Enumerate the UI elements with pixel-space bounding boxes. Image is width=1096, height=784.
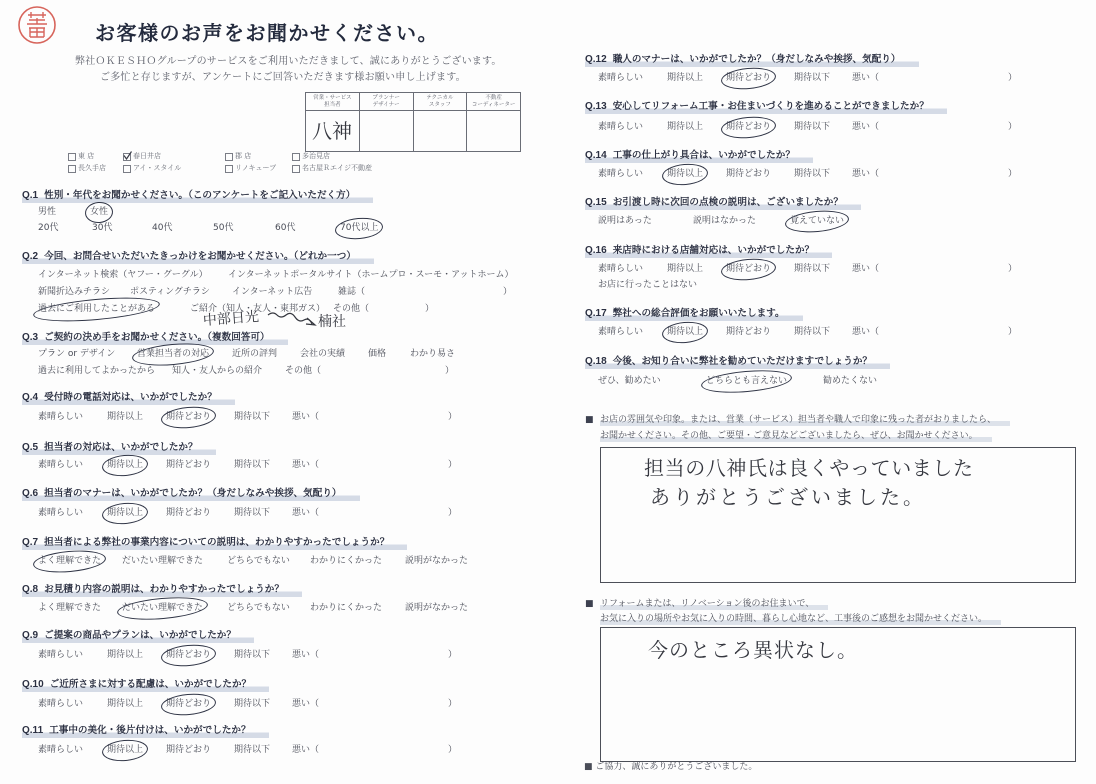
- answer-option[interactable]: 期待どおり: [166, 460, 212, 470]
- question-header: [585, 54, 919, 67]
- answer-option[interactable]: 素晴らしい: [598, 327, 644, 337]
- answer-option[interactable]: 男性: [38, 207, 57, 217]
- staff-table-header: [306, 93, 521, 111]
- answer-option[interactable]: 期待どおり: [726, 327, 772, 337]
- question-header: [22, 488, 360, 501]
- answer-option[interactable]: 女性: [90, 207, 109, 217]
- handwritten-note: 中部日光: [202, 309, 260, 329]
- question-text: 安心してリフォーム工事・お住まいづくりを進めることができましたか？: [612, 101, 929, 112]
- question-number: Q.4: [22, 392, 39, 403]
- question-number: Q.2: [22, 251, 39, 262]
- question-text: 来店時における店舗対応は、いかがでしたか？: [612, 245, 815, 256]
- answer-option[interactable]: 期待以上: [667, 264, 704, 274]
- answer-option[interactable]: わかりにくかった: [310, 603, 383, 613]
- answer-option[interactable]: 期待以下: [234, 460, 271, 470]
- store-option[interactable]: [123, 164, 181, 173]
- question-text: お見積り内容の説明は、わかりやすかったでしょうか？: [44, 584, 284, 595]
- question-header: [585, 245, 832, 258]
- staff-header-line: プランナー: [372, 95, 400, 101]
- answer-option[interactable]: その他（: [333, 304, 370, 314]
- answer-option[interactable]: よく理解できた: [38, 556, 102, 566]
- blank-close-paren: ）: [448, 650, 458, 660]
- answer-option[interactable]: 会社の実績: [300, 349, 346, 359]
- question-header: [22, 584, 302, 597]
- question-number: Q.1: [22, 190, 39, 201]
- question-header: [22, 630, 254, 643]
- staff-field-realestate[interactable]: [467, 111, 521, 152]
- answer-option[interactable]: どちらでもない: [227, 556, 290, 566]
- blank-close-paren: ）: [448, 460, 458, 470]
- question-number: Q.3: [22, 332, 39, 343]
- answer-option[interactable]: 素晴らしい: [598, 264, 644, 274]
- question-number: Q.17: [585, 308, 607, 319]
- answer-option[interactable]: 20代: [38, 223, 59, 233]
- answer-option[interactable]: 期待以下: [794, 169, 831, 179]
- handwritten-note: 楠社: [318, 314, 346, 330]
- section-marker: ■: [584, 762, 593, 772]
- answer-option[interactable]: お店に行ったことはない: [598, 280, 698, 290]
- comment-prompt: お気に入りの場所やお気に入りの時間、暮らし心地など、工事後のご感想をお聞かせください。: [600, 613, 1001, 625]
- section-marker: ■: [585, 415, 594, 425]
- store-label: 郡 店: [235, 152, 252, 160]
- question-number: Q.9: [22, 630, 39, 641]
- question-number: Q.14: [585, 150, 607, 161]
- question-number: Q.6: [22, 488, 39, 499]
- question-number: Q.16: [585, 245, 607, 256]
- store-option[interactable]: [292, 152, 330, 161]
- staff-table-values: [306, 111, 521, 152]
- answer-option[interactable]: 雑誌（: [338, 287, 366, 297]
- question-header: [585, 150, 813, 163]
- answer-option[interactable]: 期待どおり: [166, 412, 212, 422]
- answer-option[interactable]: 素晴らしい: [38, 412, 84, 422]
- question-number: Q.5: [22, 442, 39, 453]
- staff-header-line: スタッフ: [428, 101, 451, 108]
- answer-option[interactable]: 期待どおり: [726, 169, 772, 179]
- answer-option[interactable]: どちらでもない: [227, 603, 290, 613]
- answer-option[interactable]: 近所の評判: [232, 349, 278, 359]
- intro-line: ご多忙と存じますが、アンケートにご回答いただきます様お願い申し上げます。: [100, 72, 466, 83]
- question-header: [585, 101, 947, 114]
- answer-option[interactable]: 期待以下: [234, 412, 271, 422]
- answer-option[interactable]: 価格: [368, 349, 387, 359]
- answer-option[interactable]: 素晴らしい: [38, 460, 84, 470]
- question-text: ご契約の決め手をお聞かせください。（複数回答可）: [44, 332, 270, 343]
- comment-prompt: リフォームまたは、リノベーション後のお住まいで、: [600, 598, 828, 610]
- answer-option[interactable]: 期待どおり: [166, 650, 212, 660]
- question-header: [22, 251, 374, 264]
- question-header: [22, 442, 216, 455]
- answer-option[interactable]: よく理解できた: [38, 603, 102, 613]
- answer-option[interactable]: 悪い（: [852, 122, 880, 132]
- answer-option[interactable]: 素晴らしい: [598, 122, 644, 132]
- question-text: 担当者のマナーは、いかがでしたか？（身だしなみや挨拶、気配り）: [44, 488, 342, 499]
- store-option[interactable]: [225, 164, 276, 173]
- checkbox[interactable]: [292, 153, 300, 161]
- answer-option[interactable]: 悪い（: [292, 508, 320, 518]
- question-text: ご提案の商品やプランは、いかがでしたか？: [44, 630, 236, 641]
- handwritten-answer: 担当の八神氏は良くやっていました: [644, 456, 974, 480]
- staff-header-technical: [413, 93, 467, 111]
- answer-option[interactable]: 期待以下: [794, 264, 831, 274]
- blank-close-paren: ）: [1008, 122, 1018, 132]
- question-header: [22, 392, 235, 405]
- blank-close-paren: ）: [448, 699, 458, 709]
- answer-option[interactable]: インターネット広告: [232, 287, 313, 297]
- answer-option[interactable]: インターネットポータルサイト（ホームプロ・スーモ・アットホーム）: [228, 270, 514, 280]
- answer-option[interactable]: 過去に利用してよかったから: [38, 366, 156, 376]
- blank-close-paren: ）: [1008, 264, 1018, 274]
- question-header: [22, 725, 269, 738]
- answer-option[interactable]: 期待以下: [794, 327, 831, 337]
- answer-option[interactable]: インターネット検索（ヤフー・グーグル）: [38, 270, 208, 280]
- answer-option[interactable]: 期待以下: [794, 122, 831, 132]
- answer-option[interactable]: 悪い（: [852, 327, 880, 337]
- handwritten-arrow-icon: [266, 309, 318, 327]
- answer-option[interactable]: 50代: [213, 223, 234, 233]
- answer-option[interactable]: 勧めたくない: [823, 376, 878, 386]
- question-header: [22, 332, 288, 345]
- answer-option[interactable]: 期待どおり: [726, 73, 772, 83]
- answer-option[interactable]: 期待どおり: [166, 699, 212, 709]
- question-text: ご近所さまに対する配慮は、いかがでしたか？: [49, 679, 252, 690]
- staff-field-planner[interactable]: [359, 111, 413, 152]
- comment-prompt: お聞かせください。その他、ご要望・ご意見などございましたら、ぜひ、お聞かせください。: [600, 430, 992, 442]
- answer-option[interactable]: 期待以下: [234, 699, 271, 709]
- answer-option[interactable]: 60代: [275, 223, 296, 233]
- answer-option[interactable]: 説明はなかった: [693, 216, 757, 226]
- question-number: Q.12: [585, 54, 607, 65]
- answer-option[interactable]: 悪い（: [292, 699, 320, 709]
- answer-option[interactable]: どちらとも言えない: [706, 376, 788, 386]
- checkbox-checked[interactable]: [123, 153, 131, 161]
- answer-option[interactable]: 悪い（: [852, 264, 880, 274]
- question-number: Q.7: [22, 537, 39, 548]
- store-label: 東 店: [78, 152, 95, 160]
- answer-option[interactable]: ご紹介（知人・友人・東邦ガス）: [190, 304, 326, 314]
- staff-header-line: 不動産: [485, 95, 502, 101]
- footer-text: ご協力、誠にありがとうございました。: [595, 762, 758, 772]
- store-label: 多治見店: [302, 152, 330, 160]
- question-text: 担当者による弊社の事業内容についての説明は、わかりやすかったでしょうか？: [44, 537, 390, 548]
- answer-option[interactable]: 説明はあった: [598, 216, 652, 226]
- store-label: 春日井店: [133, 152, 161, 160]
- staff-header-realestate: [467, 93, 521, 111]
- answer-option[interactable]: 知人・友人からの紹介: [172, 366, 263, 376]
- answer-option[interactable]: 素晴らしい: [598, 73, 644, 83]
- question-text: 工事中の美化・後片付けは、いかがでしたか？: [49, 725, 251, 736]
- question-text: 今回、お問合せいただいたきっかけをお聞かせください。（どれか一つ）: [44, 251, 356, 262]
- question-text: 工事の仕上がり具合は、いかがでしたか？: [612, 150, 795, 161]
- seal-stamp-icon: [17, 5, 57, 45]
- question-header: [585, 197, 861, 210]
- store-option[interactable]: [68, 164, 106, 173]
- answer-option[interactable]: プラン or デザイン: [38, 349, 116, 359]
- question-header: [585, 308, 803, 321]
- answer-option[interactable]: 素晴らしい: [38, 650, 84, 660]
- store-label: リノキューブ: [235, 164, 277, 172]
- answer-option[interactable]: 説明がなかった: [405, 556, 469, 566]
- question-number: Q.8: [22, 584, 39, 595]
- answer-option[interactable]: 悪い（: [292, 412, 320, 422]
- answer-option[interactable]: だいたい理解できた: [122, 603, 204, 613]
- answer-option[interactable]: 悪い（: [292, 460, 320, 470]
- answer-option[interactable]: 40代: [152, 223, 173, 233]
- answer-option[interactable]: 過去にご利用したことがある: [38, 304, 156, 314]
- answer-option[interactable]: 期待以上: [107, 508, 144, 518]
- answer-option[interactable]: 悪い（: [292, 745, 320, 755]
- answer-option[interactable]: 覚えていない: [790, 216, 845, 226]
- question-text: 受付時の電話対応は、いかがでしたか？: [44, 392, 217, 403]
- answer-option[interactable]: ポスティングチラシ: [130, 287, 210, 297]
- question-header: [585, 356, 890, 369]
- answer-option[interactable]: 期待以下: [794, 73, 831, 83]
- staff-table: [305, 92, 521, 152]
- answer-option[interactable]: 期待以上: [107, 650, 144, 660]
- answer-option[interactable]: 期待以下: [234, 508, 271, 518]
- question-text: お引渡し時に次回の点検の説明は、ございましたか？: [612, 197, 843, 208]
- store-label: アイ・スタイル: [133, 164, 182, 172]
- question-text: 性別・年代をお聞かせください。（このアンケートをご記入いただく方）: [44, 190, 356, 201]
- checkbox[interactable]: [292, 165, 300, 173]
- answer-option[interactable]: 期待どおり: [726, 122, 772, 132]
- staff-header-line: デザイナー: [372, 101, 400, 108]
- handwritten-answer: 今のところ異状なし。: [648, 638, 858, 662]
- comment-prompt: お店の雰囲気や印象。または、営業（サービス）担当者や職人で印象に残った者がおりましたら、: [600, 414, 1010, 426]
- staff-header-line: 担当者: [324, 101, 341, 108]
- answer-option[interactable]: 新聞折込みチラシ: [38, 287, 111, 297]
- staff-header-planner: [359, 93, 413, 111]
- handwritten-answer: ありがとうございました。: [650, 485, 926, 509]
- answer-option[interactable]: 素晴らしい: [38, 745, 84, 755]
- answer-option[interactable]: 期待以上: [667, 122, 704, 132]
- question-text: 弊社への総合評価をお願いいたします。: [612, 308, 785, 319]
- checkbox[interactable]: [225, 165, 233, 173]
- answer-option[interactable]: わかりにくかった: [310, 556, 383, 566]
- intro-line: 弊社ＯＫＥＳＨＯグループのサービスをご利用いただきまして、誠にありがとうございます。: [75, 56, 502, 67]
- store-label: 長久手店: [78, 164, 106, 172]
- answer-option[interactable]: だいたい理解できた: [122, 556, 204, 566]
- blank-close-paren: ）: [425, 304, 435, 314]
- answer-option[interactable]: 素晴らしい: [598, 169, 644, 179]
- store-label: 名古屋Ｒエイジ不動産: [302, 164, 372, 172]
- footer-thanks: [584, 762, 757, 773]
- store-option[interactable]: [68, 152, 94, 161]
- answer-option[interactable]: 説明がなかった: [405, 603, 469, 613]
- answer-option[interactable]: わかり易さ: [410, 349, 456, 359]
- blank-close-paren: ）: [503, 287, 513, 297]
- answer-option[interactable]: 期待以上: [667, 327, 704, 337]
- checkmark-icon: [123, 151, 132, 160]
- question-number: Q.18: [585, 356, 607, 367]
- staff-header-sales: [306, 93, 360, 111]
- checkbox[interactable]: [68, 153, 76, 161]
- answer-option[interactable]: 期待どおり: [166, 508, 212, 518]
- question-header: [22, 679, 269, 692]
- answer-option[interactable]: 期待以上: [107, 745, 144, 755]
- store-option[interactable]: [225, 152, 251, 161]
- staff-header-line: コーディネーター: [471, 101, 516, 108]
- staff-header-line: 営業・サービス: [313, 95, 352, 101]
- store-option[interactable]: [292, 164, 372, 173]
- question-text: 職人のマナーは、いかがでしたか？（身だしなみや挨拶、気配り）: [612, 54, 901, 65]
- checkbox[interactable]: [123, 165, 131, 173]
- answer-option[interactable]: 30代: [92, 223, 113, 233]
- question-header: [22, 537, 407, 550]
- answer-option[interactable]: 素晴らしい: [38, 699, 84, 709]
- answer-option[interactable]: 悪い（: [852, 169, 880, 179]
- checkbox[interactable]: [68, 165, 76, 173]
- staff-field-sales[interactable]: [306, 111, 360, 152]
- answer-option[interactable]: 営業担当者の対応: [137, 349, 210, 359]
- blank-close-paren: ）: [448, 745, 458, 755]
- question-number: Q.10: [22, 679, 44, 690]
- answer-option[interactable]: 期待以上: [107, 699, 144, 709]
- answer-option[interactable]: 期待以上: [107, 460, 144, 470]
- blank-close-paren: ）: [1008, 169, 1018, 179]
- answer-option[interactable]: 素晴らしい: [38, 508, 84, 518]
- answer-option[interactable]: ぜひ、勧めたい: [598, 376, 661, 386]
- checkbox[interactable]: [225, 153, 233, 161]
- question-header: [22, 190, 373, 203]
- answer-option[interactable]: 期待以上: [667, 73, 704, 83]
- answer-option[interactable]: 期待どおり: [726, 264, 772, 274]
- blank-close-paren: ）: [1008, 73, 1018, 83]
- answer-option[interactable]: 悪い（: [292, 650, 320, 660]
- store-option[interactable]: [123, 152, 161, 161]
- answer-option[interactable]: その他（: [285, 366, 322, 376]
- blank-close-paren: ）: [445, 366, 455, 376]
- answer-option[interactable]: 期待以上: [107, 412, 144, 422]
- answer-option[interactable]: 期待以下: [234, 650, 271, 660]
- question-number: Q.13: [585, 101, 607, 112]
- answer-option[interactable]: 悪い（: [852, 73, 880, 83]
- answer-option[interactable]: 期待以上: [667, 169, 704, 179]
- answer-option[interactable]: 70代以上: [340, 223, 379, 233]
- answer-option[interactable]: 期待どおり: [166, 745, 212, 755]
- question-number: Q.15: [585, 197, 607, 208]
- section-marker: ■: [585, 599, 594, 609]
- answer-option[interactable]: 期待以下: [234, 745, 271, 755]
- blank-close-paren: ）: [448, 508, 458, 518]
- staff-header-line: テクニカル: [426, 95, 454, 101]
- blank-close-paren: ）: [448, 412, 458, 422]
- question-text: 今後、お知り合いに弊社を勧めていただけますでしょうか？: [612, 356, 873, 367]
- handwritten-staff-name: 八神: [312, 119, 352, 143]
- blank-close-paren: ）: [1008, 327, 1018, 337]
- page-title: お客様のお声をお聞かせください。: [95, 21, 439, 45]
- question-text: 担当者の対応は、いかがでしたか？: [44, 442, 198, 453]
- question-number: Q.11: [22, 725, 44, 736]
- staff-field-technical[interactable]: [413, 111, 467, 152]
